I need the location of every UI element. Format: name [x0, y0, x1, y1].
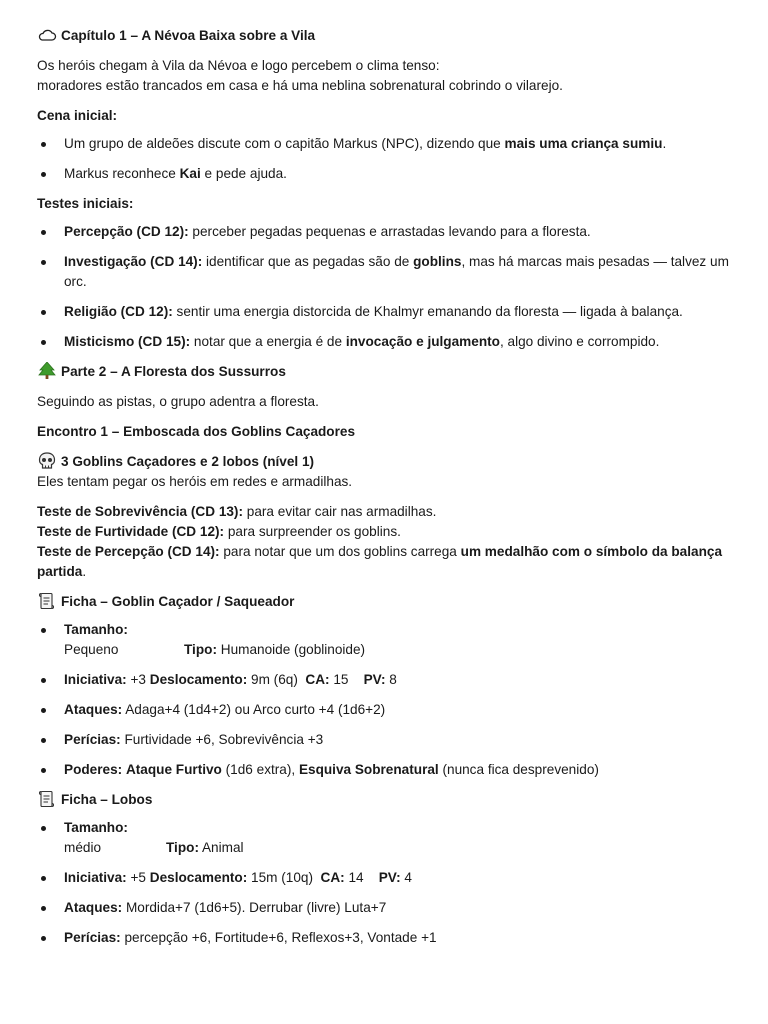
list-item: [37, 898, 742, 918]
field-label: Deslocamento:: [149, 870, 248, 885]
field-value: Humanoide (goblinoide): [216, 642, 366, 657]
goblin-sheet-heading: [37, 592, 742, 612]
test-label: Teste de Furtividade (CD 12):: [37, 524, 225, 539]
field-value: Pequeno: [64, 642, 119, 657]
text-bold: mais uma criança sumiu: [504, 136, 663, 151]
tree-icon: [37, 362, 57, 380]
field-label: CA:: [305, 672, 330, 687]
goblin-sheet-title: Ficha – Goblin Caçador / Saqueador: [61, 594, 295, 609]
encounter-tests: [37, 502, 742, 582]
test-text: para notar que um dos goblins carrega: [219, 544, 461, 559]
lobos-sheet-heading: [37, 790, 742, 810]
chapter-1-intro: [37, 56, 742, 96]
field-value: Furtividade +6, Sobrevivência +3: [120, 732, 324, 747]
field-value: Animal: [198, 840, 244, 855]
field-label: Iniciativa:: [64, 672, 127, 687]
test-text: perceber pegadas pequenas e arrastadas levando para a floresta.: [188, 224, 591, 239]
test-text: sentir uma energia distorcida de Khalmyr emanando da floresta — ligada à balança.: [172, 304, 683, 319]
field-value: percepção +6, Fortitude+6, Reflexos+3, Vontade +1: [120, 930, 437, 945]
field-label: Deslocamento:: [149, 672, 248, 687]
field-label: Perícias:: [64, 930, 121, 945]
test-label: Percepção (CD 12):: [64, 224, 189, 239]
field-value: 14: [344, 870, 379, 885]
text-bold: goblins: [413, 254, 462, 269]
part-2-intro: Seguindo as pistas, o grupo adentra a floresta.: [37, 394, 319, 409]
test-label: Teste de Percepção (CD 14):: [37, 544, 220, 559]
list-item: [37, 670, 742, 690]
test-text: para evitar cair nas armadilhas.: [243, 504, 437, 519]
test-text: , algo divino e corrompido.: [499, 334, 660, 349]
test-text: .: [82, 564, 87, 579]
field-value: 4: [400, 870, 412, 885]
field-value: +3: [126, 672, 150, 687]
part-2-heading: [37, 362, 742, 382]
list-item: [37, 134, 742, 154]
cena-inicial-heading: [37, 106, 742, 126]
field-value: médio: [64, 840, 102, 855]
size-cell: [64, 818, 166, 858]
list-item: [37, 700, 742, 720]
field-label: CA:: [320, 870, 345, 885]
field-label: Tamanho:: [64, 622, 128, 637]
text-bold: um medalhão com o símbolo da balança partida: [37, 544, 723, 579]
goblin-sheet-list: [37, 620, 742, 780]
list-item: [37, 868, 742, 888]
field-label: Tipo:: [184, 642, 217, 657]
cena-inicial-label: Cena inicial:: [37, 108, 118, 123]
testes-iniciais-heading: [37, 194, 742, 214]
field-value: 8: [385, 672, 397, 687]
enemies-title: 3 Goblins Caçadores e 2 lobos (nível 1): [61, 454, 315, 469]
text: e pede ajuda.: [200, 166, 287, 181]
scroll-icon: [37, 790, 57, 808]
field-value: Adaga+4 (1d4+2) ou Arco curto +4 (1d6+2): [122, 702, 386, 717]
list-item: [37, 928, 742, 948]
list-item: [37, 730, 742, 750]
encounter-1-heading: [37, 422, 742, 442]
field-label: Iniciativa:: [64, 870, 127, 885]
text: Um grupo de aldeões discute com o capitão Markus (NPC), dizendo que: [64, 136, 505, 151]
list-item: [37, 332, 742, 352]
list-item: [37, 760, 742, 780]
list-item: [37, 818, 742, 858]
field-value: 9m (6q): [247, 672, 306, 687]
field-label: Ataques:: [64, 900, 123, 915]
text-bold: Esquiva Sobrenatural: [298, 762, 439, 777]
field-label: Ataques:: [64, 702, 123, 717]
test-label: Teste de Sobrevivência (CD 13):: [37, 504, 243, 519]
test-text: identificar que as pegadas são de: [202, 254, 414, 269]
field-value: Mordida+7 (1d6+5). Derrubar (livre) Luta+7: [122, 900, 387, 915]
field-value: (1d6 extra),: [221, 762, 299, 777]
field-label: Poderes:: [64, 762, 123, 777]
text-bold: Ataque Furtivo: [125, 762, 222, 777]
field-value: 15: [329, 672, 364, 687]
list-item: [37, 620, 742, 660]
list-item: [37, 164, 742, 184]
text: Markus reconhece: [64, 166, 180, 181]
cloud-icon: [37, 26, 57, 44]
enemies-description: Eles tentam pegar os heróis em redes e armadilhas.: [37, 474, 353, 489]
test-label: Investigação (CD 14):: [64, 254, 203, 269]
field-label: Tamanho:: [64, 820, 128, 835]
document-body: [37, 26, 742, 948]
lobos-sheet-title: Ficha – Lobos: [61, 792, 153, 807]
text: .: [662, 136, 667, 151]
intro-line-2: moradores estão trancados em casa e há uma neblina sobrenatural cobrindo o vilarejo.: [37, 78, 563, 93]
testes-iniciais-list: [37, 222, 742, 352]
test-text: , mas há marcas mais pesadas — talvez um orc.: [64, 254, 729, 289]
intro-line-1: Os heróis chegam à Vila da Névoa e logo percebem o clima tenso:: [37, 58, 440, 73]
skull-icon: [37, 452, 57, 470]
field-label: PV:: [378, 870, 401, 885]
test-label: Religião (CD 12):: [64, 304, 173, 319]
list-item: [37, 222, 742, 242]
field-label: Tipo:: [166, 840, 199, 855]
text-bold: Kai: [179, 166, 201, 181]
field-label: PV:: [363, 672, 386, 687]
chapter-1-title: Capítulo 1 – A Névoa Baixa sobre a Vila: [61, 28, 316, 43]
encounter-1-title: Encontro 1 – Emboscada dos Goblins Caçadores: [37, 424, 356, 439]
cena-inicial-list: [37, 134, 742, 184]
testes-iniciais-label: Testes iniciais:: [37, 196, 134, 211]
test-text: para surpreender os goblins.: [224, 524, 401, 539]
chapter-1-heading: [37, 26, 742, 46]
test-label: Misticismo (CD 15):: [64, 334, 191, 349]
field-value: (nunca fica desprevenido): [438, 762, 599, 777]
test-text: notar que a energia é de: [190, 334, 346, 349]
field-label: Perícias:: [64, 732, 121, 747]
text-bold: invocação e julgamento: [345, 334, 500, 349]
field-value: 15m (10q): [247, 870, 321, 885]
list-item: [37, 302, 742, 322]
part-2-title: Parte 2 – A Floresta dos Sussurros: [61, 364, 286, 379]
list-item: [37, 252, 742, 292]
size-cell: [64, 620, 184, 660]
lobos-sheet-list: [37, 818, 742, 948]
enemies-heading: [37, 452, 742, 472]
field-value: +5: [126, 870, 150, 885]
scroll-icon: [37, 592, 57, 610]
